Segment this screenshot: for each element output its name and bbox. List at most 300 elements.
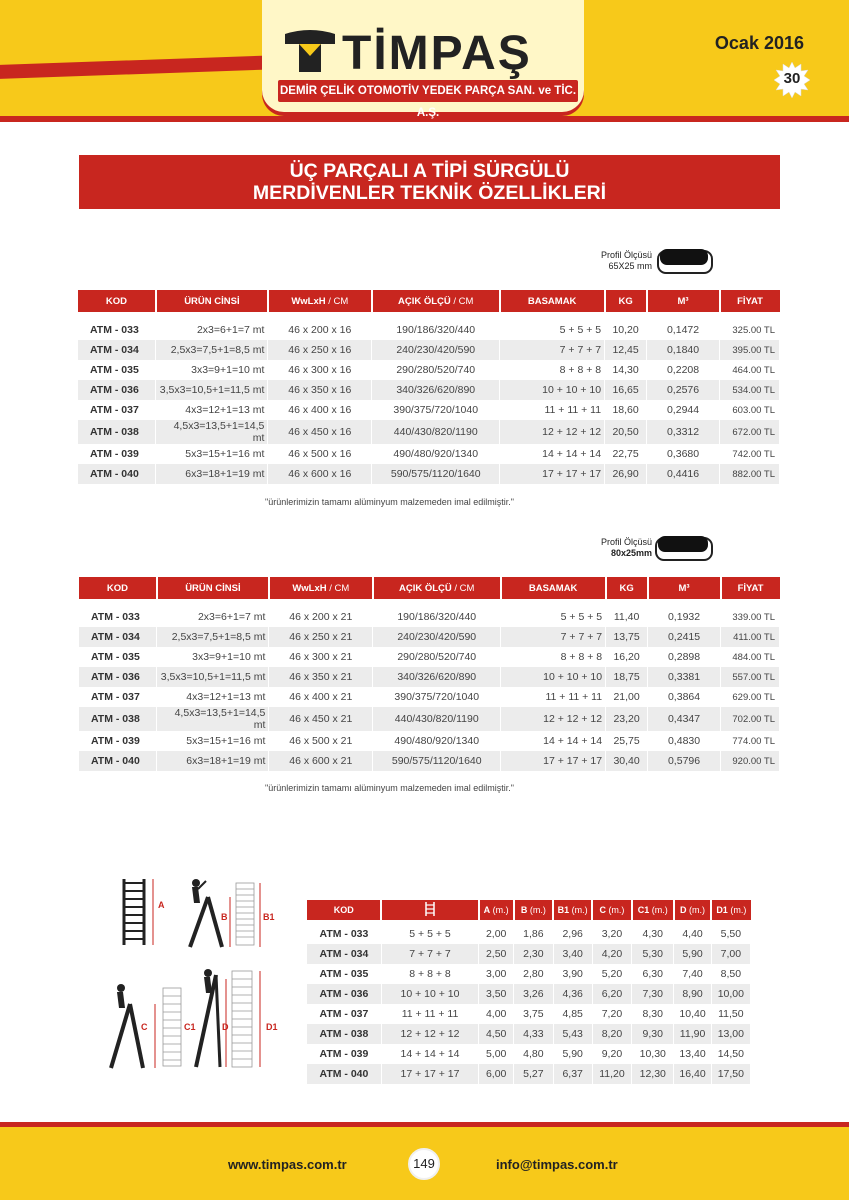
diagram-label-b: B [221, 912, 228, 922]
table-row [78, 444, 780, 464]
cell-basamak: 7 + 7 + 7 [501, 627, 606, 647]
cell-acik: 590/575/1120/1640 [373, 751, 501, 771]
cell-c1: 7,30 [632, 984, 674, 1004]
cell-basamak: 5 + 5 + 5 [381, 924, 478, 944]
col-d-label: D [680, 905, 687, 915]
cell-kg: 11,40 [606, 607, 648, 627]
cell-m3: 0,3381 [648, 667, 721, 687]
col-unit: (m.) [727, 905, 747, 915]
cell-dim: 46 x 400 x 21 [269, 687, 373, 707]
cell-m3: 0,2415 [648, 627, 721, 647]
cell-b: 4,33 [514, 1024, 553, 1044]
cell-c1: 12,30 [632, 1064, 674, 1084]
cell-m3: 0,2898 [648, 647, 721, 667]
cell-kod: ATM - 037 [79, 687, 157, 707]
col-acik-label: AÇIK ÖLÇÜ [397, 295, 451, 307]
col-m3: M³ [647, 290, 720, 312]
col-kod: KOD [78, 290, 156, 312]
cell-acik: 490/480/920/1340 [372, 444, 500, 464]
cell-dim: 46 x 600 x 21 [269, 751, 373, 771]
cell-kg: 22,75 [605, 444, 647, 464]
cell-kod: ATM - 037 [307, 1004, 381, 1024]
cell-dim: 46 x 500 x 16 [268, 444, 372, 464]
profile-value: 80x25mm [610, 548, 652, 558]
cell-basamak: 11 + 11 + 11 [381, 1004, 478, 1024]
title-line-2: MERDİVENLER TEKNİK ÖZELLİKLERİ [252, 182, 607, 204]
price-table-80x25 [79, 577, 780, 771]
cell-c: 9,20 [592, 1044, 631, 1064]
cell-c: 4,20 [592, 944, 631, 964]
col-kod: KOD [307, 900, 381, 920]
table-row [78, 360, 780, 380]
page-badge [774, 62, 810, 98]
cell-m3: 0,1840 [647, 340, 720, 360]
cell-b1: 5,90 [553, 1044, 592, 1064]
cell-dim: 46 x 200 x 21 [269, 607, 373, 627]
cell-basamak: 14 + 14 + 14 [500, 444, 605, 464]
col-acik [372, 290, 500, 312]
col-basamak-ladder [381, 900, 478, 920]
cell-kod: ATM - 039 [79, 731, 157, 751]
cell-b1: 6,37 [553, 1064, 592, 1084]
footer-red-line [0, 1122, 849, 1127]
cell-m3: 0,3864 [648, 687, 721, 707]
cell-fiyat: 742.00 TL [720, 444, 780, 464]
cell-m3: 0,4830 [648, 731, 721, 751]
brand-name: TİMPAŞ [342, 27, 532, 80]
cell-kod: ATM - 038 [79, 707, 157, 731]
diagram-label-b1: B1 [263, 912, 275, 922]
diagram-label-c1: C1 [184, 1022, 196, 1032]
cell-acik: 190/186/320/440 [373, 607, 501, 627]
table-row [307, 1024, 751, 1044]
cell-a: 3,00 [479, 964, 514, 984]
cell-fiyat: 411.00 TL [721, 627, 780, 647]
col-c-label: C [599, 905, 606, 915]
cell-dim: 46 x 450 x 16 [268, 420, 372, 444]
cell-kod: ATM - 040 [307, 1064, 381, 1084]
table-row [78, 380, 780, 400]
table-spacer [79, 599, 780, 607]
cell-c: 6,20 [592, 984, 631, 1004]
table-row [307, 1044, 751, 1064]
cell-urun: 3,5x3=10,5+1=11,5 mt [156, 380, 268, 400]
cell-c: 5,20 [592, 964, 631, 984]
cell-kod: ATM - 036 [78, 380, 156, 400]
col-unit: (m.) [605, 905, 625, 915]
table-spacer [78, 312, 780, 320]
table-row [307, 1004, 751, 1024]
cell-kod: ATM - 038 [307, 1024, 381, 1044]
cell-a: 4,00 [479, 1004, 514, 1024]
cell-kg: 18,75 [606, 667, 648, 687]
cell-a: 2,00 [479, 924, 514, 944]
cell-dim: 46 x 350 x 16 [268, 380, 372, 400]
cell-d: 7,40 [674, 964, 711, 984]
cell-basamak: 10 + 10 + 10 [500, 380, 605, 400]
cell-kg: 23,20 [606, 707, 648, 731]
cell-kg: 30,40 [606, 751, 648, 771]
col-unit: (m.) [569, 905, 588, 915]
cell-fiyat: 557.00 TL [721, 667, 780, 687]
col-kg: KG [606, 577, 648, 599]
cell-kg: 18,60 [605, 400, 647, 420]
table-row [79, 627, 780, 647]
cell-m3: 0,1472 [647, 320, 720, 340]
cell-basamak: 5 + 5 + 5 [500, 320, 605, 340]
cell-urun: 3,5x3=10,5+1=11,5 mt [157, 667, 269, 687]
cell-dim: 46 x 500 x 21 [269, 731, 373, 751]
cell-kg: 25,75 [606, 731, 648, 751]
cell-kg: 12,45 [605, 340, 647, 360]
cell-kg: 14,30 [605, 360, 647, 380]
cell-acik: 290/280/520/740 [373, 647, 501, 667]
cell-b1: 5,43 [553, 1024, 592, 1044]
cell-acik: 440/430/820/1190 [373, 707, 501, 731]
cell-m3: 0,5796 [648, 751, 721, 771]
col-acik-unit: / CM [450, 295, 474, 307]
col-kg: KG [605, 290, 647, 312]
cell-m3: 0,1932 [648, 607, 721, 627]
cell-urun: 4,5x3=13,5+1=14,5 mt [156, 420, 268, 444]
cell-kod: ATM - 033 [307, 924, 381, 944]
cell-urun: 4x3=12+1=13 mt [156, 400, 268, 420]
cell-urun: 2x3=6+1=7 mt [157, 607, 269, 627]
profile-label: Profil Ölçüsü [600, 537, 652, 547]
cell-fiyat: 774.00 TL [721, 731, 780, 751]
cell-b: 2,30 [514, 944, 553, 964]
cell-kod: ATM - 040 [79, 751, 157, 771]
cell-d: 8,90 [674, 984, 711, 1004]
cell-kg: 16,20 [606, 647, 648, 667]
cell-a: 2,50 [479, 944, 514, 964]
cell-m3: 0,4416 [647, 464, 720, 484]
table-row [79, 667, 780, 687]
cell-basamak: 14 + 14 + 14 [381, 1044, 478, 1064]
col-wwlxh [268, 290, 372, 312]
cell-urun: 2,5x3=7,5+1=8,5 mt [156, 340, 268, 360]
spacer-cell [78, 312, 780, 320]
col-b-label: B [520, 905, 528, 915]
cell-fiyat: 702.00 TL [721, 707, 780, 731]
page-number: 149 [408, 1148, 440, 1180]
cell-kod: ATM - 034 [79, 627, 157, 647]
cell-b1: 2,96 [553, 924, 592, 944]
cell-urun: 6x3=18+1=19 mt [157, 751, 269, 771]
cell-b: 1,86 [514, 924, 553, 944]
cell-c: 3,20 [592, 924, 631, 944]
cell-b1: 4,36 [553, 984, 592, 1004]
col-acik [373, 577, 501, 599]
cell-d1: 7,00 [711, 944, 750, 964]
cell-d1: 11,50 [711, 1004, 750, 1024]
cell-c: 7,20 [592, 1004, 631, 1024]
cell-c1: 5,30 [632, 944, 674, 964]
cell-kod: ATM - 034 [307, 944, 381, 964]
cell-dim: 46 x 450 x 21 [269, 707, 373, 731]
col-unit: (m.) [527, 905, 546, 915]
page-badge-number: 30 [783, 70, 801, 87]
cell-basamak: 11 + 11 + 11 [500, 400, 605, 420]
col-wwlxh-unit: / CM [325, 295, 349, 307]
ladder-diagram-closed [118, 875, 158, 950]
profile-section-icon [656, 247, 714, 275]
issue-date: Ocak 2016 [714, 33, 804, 53]
cell-acik: 240/230/420/590 [372, 340, 500, 360]
cell-dim: 46 x 300 x 16 [268, 360, 372, 380]
cell-kod: ATM - 039 [307, 1044, 381, 1064]
col-unit: (m.) [649, 905, 668, 915]
profile-section-icon [654, 534, 714, 562]
brand-logo-icon [283, 30, 337, 74]
table-row [78, 320, 780, 340]
website-link[interactable]: www.timpas.com.tr [228, 1157, 347, 1172]
cell-d: 5,90 [674, 944, 711, 964]
cell-fiyat: 672.00 TL [720, 420, 780, 444]
cell-basamak: 12 + 12 + 12 [381, 1024, 478, 1044]
cell-d1: 14,50 [711, 1044, 750, 1064]
cell-fiyat: 325.00 TL [720, 320, 780, 340]
cell-dim: 46 x 200 x 16 [268, 320, 372, 340]
diagram-label-d1: D1 [266, 1022, 278, 1032]
cell-kg: 16,65 [605, 380, 647, 400]
cell-m3: 0,2576 [647, 380, 720, 400]
cell-basamak: 14 + 14 + 14 [501, 731, 606, 751]
cell-d: 4,40 [674, 924, 711, 944]
price-table-65x25 [78, 290, 780, 484]
profile-value: 65X25 mm [608, 261, 652, 271]
table-row [79, 647, 780, 667]
cell-acik: 190/186/320/440 [372, 320, 500, 340]
cell-urun: 5x3=15+1=16 mt [157, 731, 269, 751]
cell-dim: 46 x 600 x 16 [268, 464, 372, 484]
cell-fiyat: 484.00 TL [721, 647, 780, 667]
col-fiyat: FİYAT [720, 290, 780, 312]
col-wwlxh [269, 577, 373, 599]
cell-a: 6,00 [479, 1064, 514, 1084]
diagram-label-a: A [158, 900, 165, 910]
profile-label: Profil Ölçüsü [600, 250, 652, 260]
col-a [479, 900, 514, 920]
cell-basamak: 7 + 7 + 7 [381, 944, 478, 964]
col-unit: (m.) [490, 905, 509, 915]
cell-urun: 6x3=18+1=19 mt [156, 464, 268, 484]
cell-urun: 3x3=9+1=10 mt [157, 647, 269, 667]
cell-d1: 10,00 [711, 984, 750, 1004]
cell-dim: 46 x 300 x 21 [269, 647, 373, 667]
cell-b: 4,80 [514, 1044, 553, 1064]
cell-b: 2,80 [514, 964, 553, 984]
cell-urun: 2,5x3=7,5+1=8,5 mt [157, 627, 269, 647]
cell-d: 10,40 [674, 1004, 711, 1024]
cell-basamak: 17 + 17 + 17 [501, 751, 606, 771]
email-link[interactable]: info@timpas.com.tr [496, 1157, 618, 1172]
cell-d1: 5,50 [711, 924, 750, 944]
cell-basamak: 8 + 8 + 8 [500, 360, 605, 380]
col-c [592, 900, 631, 920]
table-row [307, 1064, 751, 1084]
col-acik-label: AÇIK ÖLÇÜ [398, 582, 452, 594]
table-row [79, 751, 780, 771]
cell-d: 11,90 [674, 1024, 711, 1044]
cell-kod: ATM - 040 [78, 464, 156, 484]
ladder-diagram-extended-d [190, 965, 270, 1070]
cell-kod: ATM - 039 [78, 444, 156, 464]
cell-a: 3,50 [479, 984, 514, 1004]
col-unit: (m.) [686, 905, 706, 915]
table-row [78, 340, 780, 360]
cell-kod: ATM - 036 [79, 667, 157, 687]
col-wwlxh-label: WwLxH [292, 582, 327, 594]
cell-kod: ATM - 037 [78, 400, 156, 420]
col-urun: ÜRÜN CİNSİ [157, 577, 269, 599]
cell-c1: 9,30 [632, 1024, 674, 1044]
cell-d: 13,40 [674, 1044, 711, 1064]
cell-acik: 590/575/1120/1640 [372, 464, 500, 484]
col-c1 [632, 900, 674, 920]
cell-d: 16,40 [674, 1064, 711, 1084]
cell-dim: 46 x 250 x 21 [269, 627, 373, 647]
cell-basamak: 17 + 17 + 17 [500, 464, 605, 484]
cell-c1: 4,30 [632, 924, 674, 944]
cell-b1: 3,90 [553, 964, 592, 984]
cell-m3: 0,4347 [648, 707, 721, 731]
cell-basamak: 5 + 5 + 5 [501, 607, 606, 627]
cell-acik: 390/375/720/1040 [372, 400, 500, 420]
cell-m3: 0,3680 [647, 444, 720, 464]
cell-m3: 0,2208 [647, 360, 720, 380]
cell-fiyat: 534.00 TL [720, 380, 780, 400]
profile-size-2 [560, 537, 652, 559]
cell-basamak: 8 + 8 + 8 [501, 647, 606, 667]
cell-acik: 290/280/520/740 [372, 360, 500, 380]
cell-dim: 46 x 400 x 16 [268, 400, 372, 420]
cell-d1: 13,00 [711, 1024, 750, 1044]
ladder-icon [424, 902, 436, 916]
cell-kod: ATM - 035 [79, 647, 157, 667]
cell-acik: 390/375/720/1040 [373, 687, 501, 707]
cell-b: 3,75 [514, 1004, 553, 1024]
table-row [79, 687, 780, 707]
table-row [78, 420, 780, 444]
cell-kod: ATM - 033 [78, 320, 156, 340]
col-acik-unit: / CM [451, 582, 475, 594]
col-basamak: BASAMAK [500, 290, 605, 312]
cell-acik: 440/430/820/1190 [372, 420, 500, 444]
col-b1-label: B1 [557, 905, 570, 915]
cell-acik: 340/326/620/890 [373, 667, 501, 687]
cell-kg: 13,75 [606, 627, 648, 647]
col-basamak: BASAMAK [501, 577, 606, 599]
cell-m3: 0,3312 [647, 420, 720, 444]
cell-c1: 6,30 [632, 964, 674, 984]
cell-kg: 20,50 [605, 420, 647, 444]
col-d1-label: D1 [716, 905, 728, 915]
title-line-1: ÜÇ PARÇALI A TİPİ SÜRGÜLÜ [289, 160, 570, 182]
cell-fiyat: 629.00 TL [721, 687, 780, 707]
col-b [514, 900, 553, 920]
page-title [79, 155, 780, 209]
cell-urun: 5x3=15+1=16 mt [156, 444, 268, 464]
cell-basamak: 10 + 10 + 10 [501, 667, 606, 687]
table-row [307, 924, 751, 944]
col-a-label: A [483, 905, 491, 915]
table-row [307, 944, 751, 964]
cell-d1: 8,50 [711, 964, 750, 984]
table-row [79, 731, 780, 751]
cell-basamak: 17 + 17 + 17 [381, 1064, 478, 1084]
spacer-cell [79, 599, 780, 607]
cell-b1: 3,40 [553, 944, 592, 964]
col-fiyat: FİYAT [721, 577, 780, 599]
cell-kod: ATM - 034 [78, 340, 156, 360]
cell-b: 5,27 [514, 1064, 553, 1084]
col-urun: ÜRÜN CİNSİ [156, 290, 268, 312]
table-row [79, 607, 780, 627]
col-kod: KOD [79, 577, 157, 599]
cell-kod: ATM - 035 [307, 964, 381, 984]
cell-a: 4,50 [479, 1024, 514, 1044]
brand-subtitle: DEMİR ÇELİK OTOMOTİV YEDEK PARÇA SAN. ve TİC. A.Ş. [278, 80, 578, 102]
cell-basamak: 12 + 12 + 12 [500, 420, 605, 444]
table-row [307, 964, 751, 984]
col-c1-label: C1 [637, 905, 650, 915]
cell-basamak: 11 + 11 + 11 [501, 687, 606, 707]
cell-urun: 2x3=6+1=7 mt [156, 320, 268, 340]
cell-a: 5,00 [479, 1044, 514, 1064]
table-row [78, 464, 780, 484]
cell-kod: ATM - 038 [78, 420, 156, 444]
table-row [79, 707, 780, 731]
cell-dim: 46 x 250 x 16 [268, 340, 372, 360]
cell-kg: 10,20 [605, 320, 647, 340]
cell-urun: 3x3=9+1=10 mt [156, 360, 268, 380]
cell-m3: 0,2944 [647, 400, 720, 420]
cell-kg: 21,00 [606, 687, 648, 707]
profile-size-1 [560, 250, 652, 272]
diagram-label-c: C [141, 1022, 148, 1032]
cell-kg: 26,90 [605, 464, 647, 484]
material-note-2: "ürünlerimizin tamamı alüminyum malzemeden imal edilmiştir." [265, 783, 514, 793]
cell-basamak: 8 + 8 + 8 [381, 964, 478, 984]
cell-kod: ATM - 036 [307, 984, 381, 1004]
col-d1 [711, 900, 750, 920]
cell-basamak: 10 + 10 + 10 [381, 984, 478, 1004]
cell-fiyat: 882.00 TL [720, 464, 780, 484]
cell-urun: 4,5x3=13,5+1=14,5 mt [157, 707, 269, 731]
col-b1 [553, 900, 592, 920]
cell-c1: 8,30 [632, 1004, 674, 1024]
dimension-table [307, 900, 751, 1084]
cell-urun: 4x3=12+1=13 mt [157, 687, 269, 707]
cell-acik: 490/480/920/1340 [373, 731, 501, 751]
cell-c: 8,20 [592, 1024, 631, 1044]
cell-c: 11,20 [592, 1064, 631, 1084]
cell-acik: 240/230/420/590 [373, 627, 501, 647]
col-d [674, 900, 711, 920]
material-note-1: "ürünlerimizin tamamı alüminyum malzemeden imal edilmiştir." [265, 497, 514, 507]
cell-dim: 46 x 350 x 21 [269, 667, 373, 687]
col-wwlxh-unit: / CM [326, 582, 350, 594]
col-wwlxh-label: WwLxH [291, 295, 326, 307]
table-row [307, 984, 751, 1004]
cell-fiyat: 339.00 TL [721, 607, 780, 627]
cell-kod: ATM - 035 [78, 360, 156, 380]
col-m3: M³ [648, 577, 721, 599]
table-row [78, 400, 780, 420]
cell-c1: 10,30 [632, 1044, 674, 1064]
diagram-label-d: D [222, 1022, 229, 1032]
